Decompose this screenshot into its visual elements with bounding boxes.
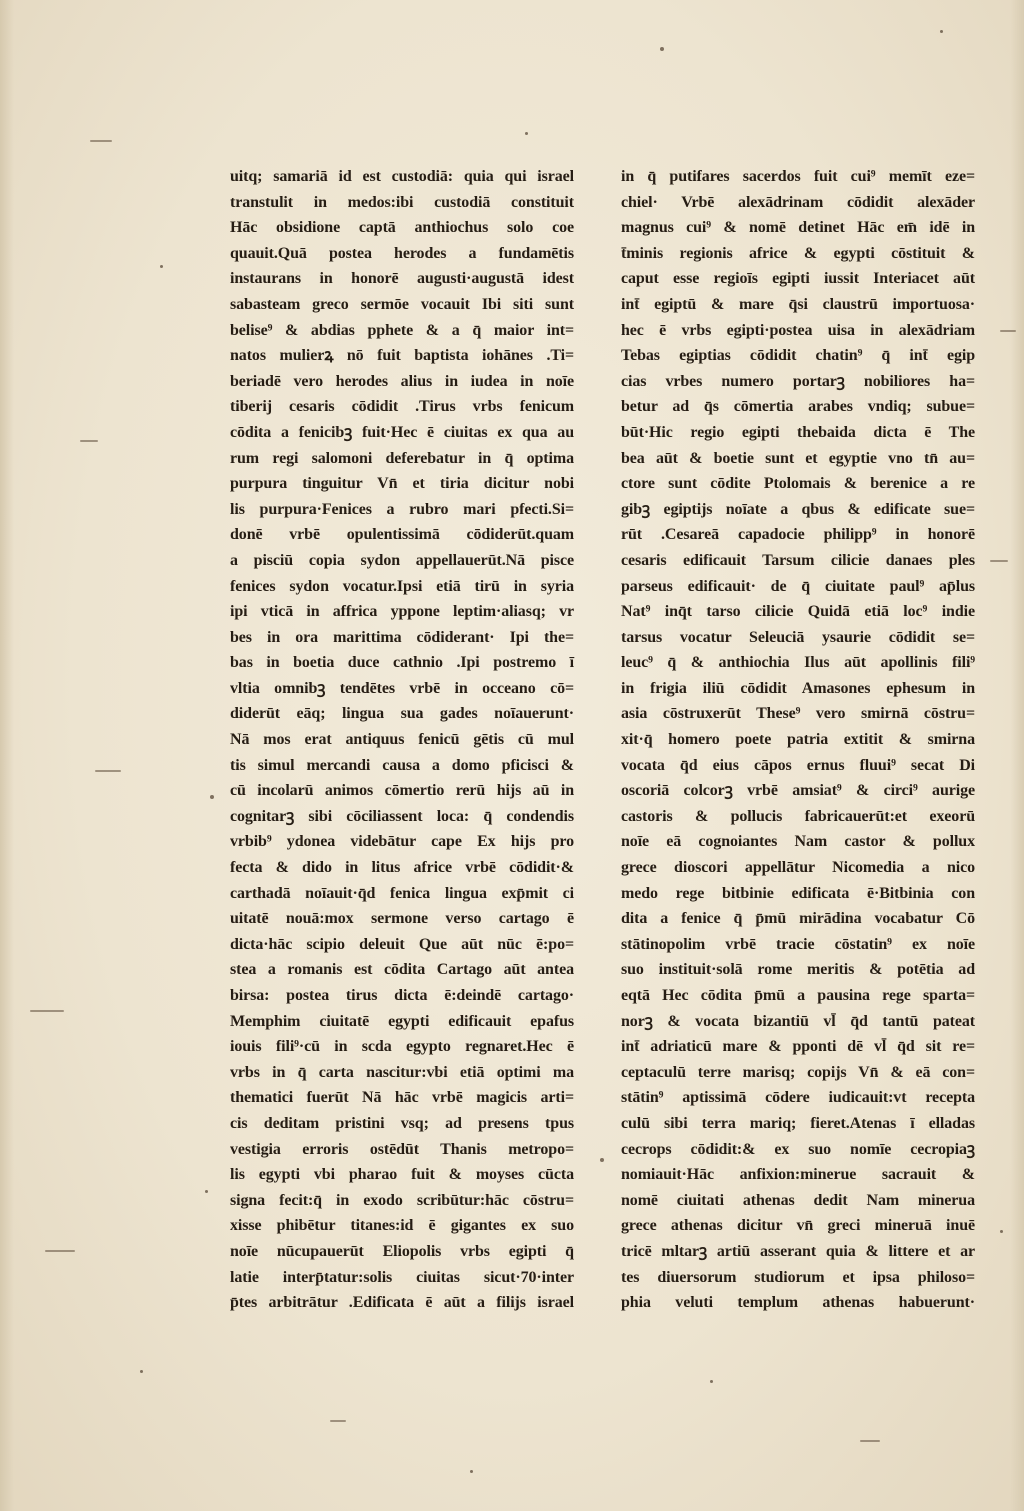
text-line: Nā mos erat antiquus fenicū gētis cū mul [230,731,574,749]
text-line: int̄ adriaticū mare & pponti dē vl̄ q̄d sit re= [621,1038,975,1056]
stain-mark [30,1010,64,1012]
text-line: castoris & pollucis fabricauerūt:et exeorū [621,807,975,825]
text-line: chiel· Vrbē alexādrinam cōdidit alexāder [621,193,975,211]
text-line: ceptaculū terre marisq; copijs Vn̄ & eā con= [621,1063,975,1081]
stain-mark [710,1380,713,1383]
text-column-left [230,164,574,1316]
text-line: lis egypti vbi pharao fuit & moyses cūcta [230,1166,574,1184]
text-line: bes in ora marittima cōdiderant· Ipi the= [230,628,574,646]
text-line: carthadā noīauit·q̄d fenica lingua exp̄mit ci [230,884,574,902]
text-line: ipi vticā in affrica yppone leptim·aliasq; vr [230,603,574,621]
text-line: dicta·hāc scipio deleuit Que aūt nūc ē:po= [230,935,574,953]
text-line: bas in boetia duce cathnio .Ipi postremo ī [230,654,574,672]
stain-mark [80,440,98,442]
stain-mark [1000,330,1016,332]
text-line: oscoriā colcorꝫ vrbē amsiat⁹ & circi⁹ aurige [621,782,975,800]
text-line: nomē ciuitati athenas dedit Nam minerua [621,1191,975,1209]
stain-mark [330,1420,346,1422]
text-line: lis purpura·Fenices a rubro mari pfecti.Si= [230,500,574,518]
text-line: norꝫ & vocata bizantiū vl̄ q̄d tantū pateat [621,1012,975,1030]
stain-mark [940,30,943,33]
text-line: birsa: postea tirus dicta ē:deindē cartago· [230,987,574,1004]
text-line: sabasteam greco sermōe vocauit Ibi siti sunt [230,295,574,313]
text-line: grece athenas dicitur vn̄ greci mineruā inuē [621,1217,975,1235]
stain-mark [860,1440,880,1442]
text-line: Tebas egiptias cōdidit chatin⁹ q̄ int̄ egip [621,347,975,365]
text-line: stea a romanis est cōdita Cartago aūt antea [230,961,574,979]
stain-mark [990,560,1008,562]
text-line: suo instituit·solā rome meritis & potētia ad [621,961,975,979]
text-line: cias vrbes numero portarꝫ nobiliores ha= [621,372,975,390]
text-line: cis deditam pristini vsq; ad presens tpus [230,1114,574,1132]
stain-mark [205,1190,208,1193]
text-line: in frigia iliū cōdidit Amasones ephesum in [621,679,975,697]
stain-mark [140,1370,143,1373]
stain-mark [1000,1230,1003,1233]
text-line: vocata q̄d eius cāpos ernus fluui⁹ secat Di [621,756,975,774]
text-line: a pisciū copia sydon appellauerūt.Nā pisce [230,551,574,569]
text-line: tiberij cesaris cōdidit .Tirus vrbs fenicum [230,398,574,416]
text-line: belise⁹ & abdias pphete & a q̄ maior int= [230,321,574,339]
text-line: Memphim ciuitatē egypti edificauit epafus [230,1012,574,1030]
text-line: betur ad q̄s cōmertia arabes vndiq; subue= [621,398,975,416]
text-line: tis simul mercandi causa a domo pficisci & [230,756,574,774]
stain-mark [90,140,112,142]
text-line: vrbs in q̄ carta nascitur:vbi etiā optimi ma [230,1063,574,1081]
text-line: cū incolarū animos cōmertio rerū hijs aū in [230,782,574,800]
text-line: latie interp̄tatur:solis ciuitas sicut·70·inter [230,1268,574,1286]
text-line: hec ē vrbs egipti·postea uisa in alexādriam [621,321,975,339]
text-line: noīe eā cognoiantes Nam castor & pollux [621,833,975,851]
text-line: caput esse regioīs egipti iussit Interiacet aūt [621,270,975,288]
stain-mark [160,265,163,268]
text-line: būt·Hic regio egipti thebaida dicta ē The [621,423,975,441]
text-line: vltia omnibꝫ tendētes vrbē in occeano cō= [230,679,574,697]
text-line: instaurans in honorē augusti·augustā idest [230,270,574,288]
text-line: tarsus vocatur Seleuciā ysaurie cōdidit se= [621,628,975,646]
text-line: Nat⁹ inq̄t tarso cilicie Quidā etiā loc⁹ indie [621,603,975,621]
text-line: nomiauit·Hāc anfixion:minerue sacrauit & [621,1166,975,1184]
text-line: cecrops cōdidit:& ex suo nomīe cecropiaꝫ [621,1140,975,1158]
text-line: gibꝫ egiptijs noīate a qbus & edificate sue= [621,500,975,518]
text-line: int̄ egiptū & mare q̄si claustrū importuosa· [621,295,975,313]
text-line: xisse phibētur titanes:id ē gigantes ex suo [230,1217,574,1235]
text-line: grece dioscori appellātur Nicomedia a nico [621,859,975,877]
text-line: transtulit in medos:ibi custodiā constituit [230,193,574,211]
text-line: natos mulierꝝ nō fuit baptista iohānes .Ti= [230,347,574,365]
text-line: uitq; samariā id est custodiā: quia qui israel [230,168,574,185]
stain-mark [660,47,664,51]
text-line: donē vrbē opulentissimā cōdiderūt.quam [230,526,574,544]
text-line: asia cōstruxerūt These⁹ vero smirnā cōstru= [621,705,975,723]
text-line: parseus edificauit· de q̄ ciuitate paul⁹ ap̄lus [621,577,975,595]
text-line: iouis fili⁹·cū in scda egypto regnaret.Hec ē [230,1038,574,1056]
text-line: beriadē vero herodes alius in iudea in noīe [230,372,574,390]
text-line: signa fecit:q̄ in exodo scribūtur:hāc cōstru= [230,1191,574,1209]
stain-mark [210,795,214,799]
text-line: dita a fenice q̄ p̄mū mirādina vocabatur Cō [621,910,975,928]
text-line: medo rege bitbinie edificata ē·Bitbinia con [621,884,975,902]
text-line: uitatē nouā:mox sermone verso cartago ē [230,910,574,928]
text-line: stātin⁹ aptissimā cōdere iudicauit:vt recepta [621,1089,975,1107]
page-edge-left [0,0,14,1511]
text-line: cōdita a fenicibꝫ fuit·Hec ē ciuitas ex qua au [230,423,574,441]
text-line: noīe nūcupauerūt Eliopolis vrbs egipti q̄ [230,1242,574,1260]
text-line: in q̄ putifares sacerdos fuit cui⁹ memīt eze= [621,168,975,185]
text-line: culū sibi terra mariq; fieret.Atenas ī elladas [621,1114,975,1132]
text-line: p̄tes arbitrātur .Edificata ē aūt a filijs israel [230,1294,574,1312]
text-column-right [621,164,975,1316]
text-line: vrbib⁹ ydonea videbātur cape Ex hijs pro [230,833,574,851]
text-line: thematici fuerūt Nā hāc vrbē magicis arti= [230,1089,574,1107]
text-line: rūt .Cesareā capadocie philipp⁹ in honorē [621,526,975,544]
text-line: stātinopolim vrbē tracie cōstatin⁹ ex noīe [621,935,975,953]
text-line: vestigia erroris ostēdūt Thanis metropo= [230,1140,574,1158]
text-line: magnus cui⁹ & nomē detinet Hāc em̄ idē in [621,219,975,237]
text-line: bea aūt & boetie sunt et egyptie vno tn̄ au= [621,449,975,467]
stain-mark [525,132,528,135]
text-line: t̄minis regionis africe & egypti cōstituit & [621,244,975,262]
text-line: Hāc obsidione captā anthiochus solo coe [230,219,574,237]
text-line: cognitarꝫ sibi cōciliassent loca: q̄ condendis [230,807,574,825]
text-line: purpura tinguitur Vn̄ et tiria dicitur nobi [230,475,574,493]
text-line: phia veluti templum athenas habuerunt· [621,1294,975,1312]
stain-mark [45,1250,75,1252]
text-line: rum regi salomoni deferebatur in q̄ optima [230,449,574,467]
text-line: fecta & dido in litus africe vrbē cōdidit·& [230,859,574,877]
text-line: fenices sydon vocatur.Ipsi etiā tirū in syria [230,577,574,595]
text-line: leuc⁹ q̄ & anthiochia Ilus aūt apollinis fili⁹ [621,654,975,672]
stain-mark [95,770,121,772]
text-line: tricē mltarꝫ artiū asserant quia & littere et ar [621,1242,975,1260]
text-line: cesaris edificauit Tarsum cilicie danaes ples [621,551,975,569]
text-line: ctore sunt cōdite Ptolomais & berenice a re [621,475,975,493]
text-line: diderūt eāq; lingua sua gades noīauerunt· [230,705,574,723]
text-line: tes diuersorum studiorum et ipsa philoso= [621,1268,975,1286]
text-line: xit·q̄ homero poete patria extitit & smirna [621,731,975,749]
text-line: quauit.Quā postea herodes a fundamētis [230,244,574,262]
page-edge-right [1010,0,1024,1511]
stain-mark [470,1470,473,1473]
stain-mark [600,1158,604,1162]
text-line: eqtā Hec cōdita p̄mū a pausina rege sparta= [621,987,975,1004]
